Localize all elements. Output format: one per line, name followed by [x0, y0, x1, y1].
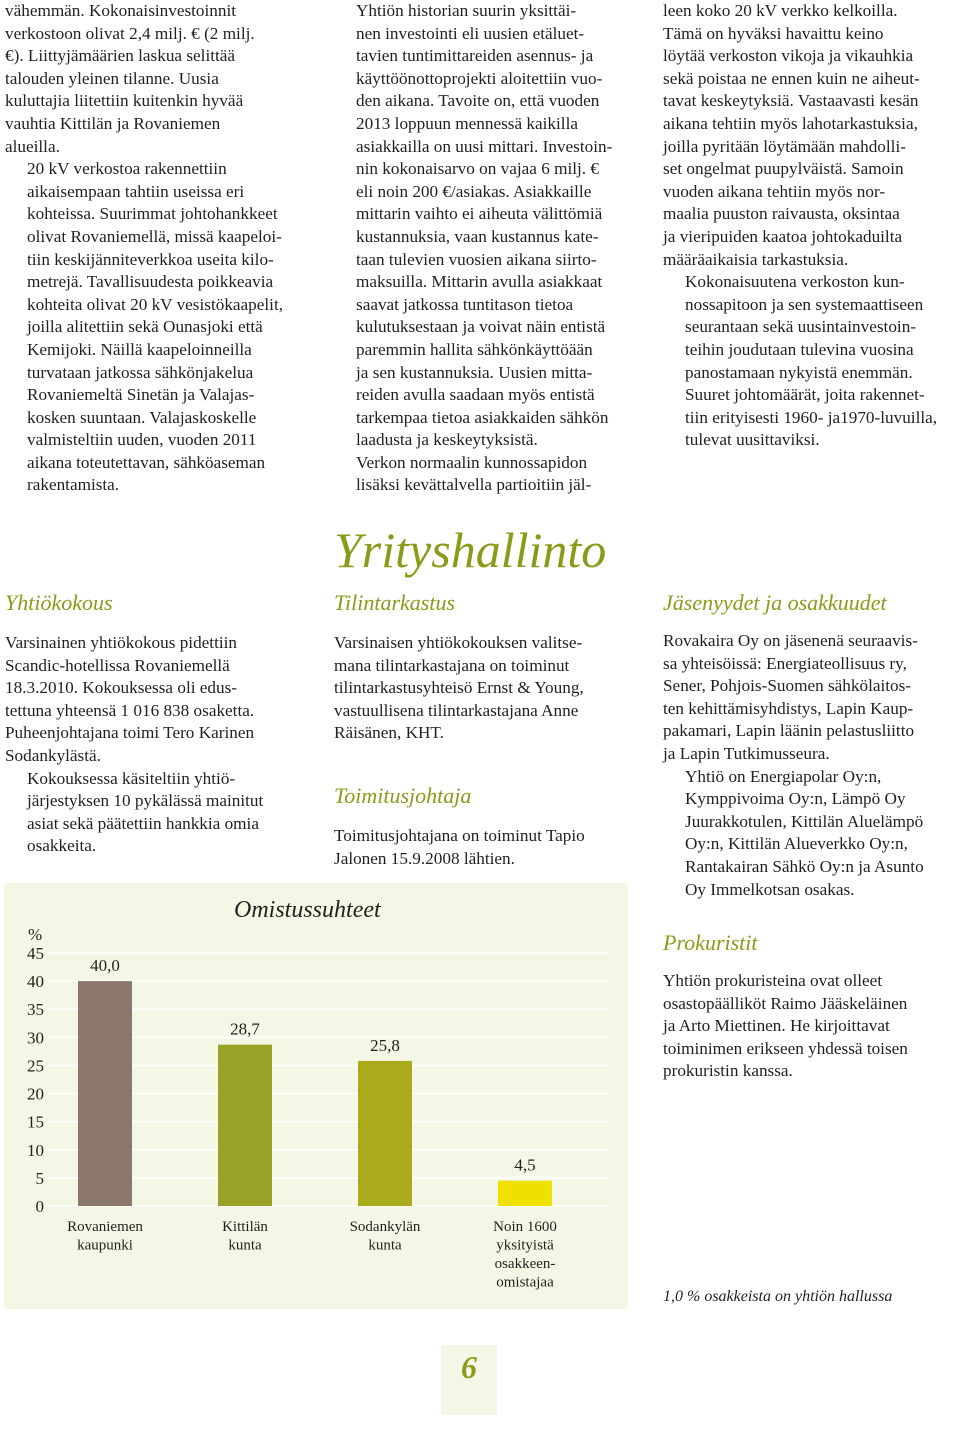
text-line: tulevat uusittaviksi.	[685, 430, 820, 450]
text-line: mittarin vaihto ei aiheuta välittömiä	[356, 204, 603, 224]
paragraph-20kv-network	[5, 158, 298, 497]
text-line: mana tilintarkastajana on toiminut	[334, 655, 570, 675]
text-line: eli noin 200 €/asiakas. Asiakkaille	[356, 181, 592, 201]
y-tick-label: 15	[27, 1112, 44, 1132]
heading-toimitusjohtaja: Toimitusjohtaja	[334, 783, 472, 808]
text-line: asiat sekä päätettiin hankkia omia	[27, 813, 259, 833]
text-line: verkostoon olivat 2,4 milj. € (2 milj.	[5, 23, 255, 43]
text-line: järjestyksen 10 pykälässä mainitut	[27, 791, 264, 811]
y-tick-label: 10	[27, 1140, 44, 1160]
category-label: Sodankylän	[349, 1219, 421, 1235]
text-line: Oy Immelkotsan osakas.	[685, 879, 855, 899]
text-line: Puheenjohtajana toimi Tero Karinen	[5, 723, 255, 743]
text-line: osakkeita.	[27, 836, 97, 856]
text-line: talouden yleinen tilanne. Uusia	[5, 68, 219, 88]
ownership-chart	[4, 883, 628, 1309]
text-line: taan tulevien vuosien aikana siirto-	[356, 249, 597, 269]
category-label: kunta	[228, 1237, 262, 1254]
paragraph-auditor	[334, 632, 628, 745]
text-line: leen koko 20 kV verkko kelkoilla.	[663, 1, 898, 20]
text-line: vuoden aikana tehtiin myös nor-	[663, 181, 886, 201]
page-number: 6	[441, 1345, 497, 1415]
text-line: Rovakaira Oy on jäsenenä seuraavis-	[663, 631, 918, 650]
text-line: nossapitoon ja sen systemaattiseen	[685, 294, 924, 314]
text-line: kosken suuntaan. Valajaskoskelle	[27, 407, 257, 427]
text-line: maksuilla. Mittarin avulla asiakkaat	[356, 272, 603, 292]
text-line: pakamari, Lapin läänin pelastusliitto	[663, 721, 915, 741]
text-line: prokuristin kanssa.	[663, 1061, 793, 1081]
heading-prokuristit: Prokuristit	[663, 930, 758, 955]
text-line: Kemijoki. Näillä kaapeloinneilla	[27, 339, 252, 359]
paragraph-meeting-agenda	[5, 768, 298, 858]
text-line: aikana tehtiin myös lahotarkastuksia,	[663, 113, 918, 133]
text-line: saavat jatkossa tuntitason tietoa	[356, 294, 574, 314]
prokuristit-body	[663, 970, 955, 1083]
text-line: joilla pyritään löytämään mahdolli-	[663, 136, 906, 156]
text-line: ten kehittämisyhdistys, Lapin Kaup-	[663, 698, 914, 718]
yhtiokokous-body	[5, 632, 298, 858]
y-tick-label: 45	[27, 944, 44, 963]
text-line: Kymppivoima Oy:n, Lämpö Oy	[685, 789, 906, 809]
text-line: €). Liittyjämäärien laskua selittää	[5, 46, 236, 66]
text-line: tiin erityisesti 1960- ja1970-luvuilla,	[685, 407, 938, 427]
text-line: ja Arto Miettinen. He kirjoittavat	[663, 1016, 890, 1036]
text-line: laadusta ja keskeytyksistä.	[356, 430, 538, 450]
text-line: Sener, Pohjois-Suomen sähkölaitos-	[663, 676, 912, 696]
text-line: nin kokonaisarvo on vajaa 6 milj. €	[356, 159, 599, 179]
category-label: osakkeen-	[494, 1256, 556, 1272]
chart-title: Omistussuhteet	[234, 897, 381, 923]
text-line: lisäksi kevättalvella partioitiin jäl-	[356, 475, 592, 495]
paragraph-meter-project	[334, 0, 628, 452]
text-line: sa yhteisöissä: Energiateollisuus ry,	[663, 653, 907, 673]
text-line: maalia puuston raivausta, oksintaa	[663, 204, 900, 224]
text-line: kulutuksestaan ja voivat näin entistä	[356, 317, 606, 337]
jasenyydet-body	[663, 630, 955, 901]
y-tick-label: 5	[35, 1168, 44, 1188]
text-line: Varsinaisen yhtiökokouksen valitse-	[334, 633, 583, 652]
y-tick-label: 25	[27, 1056, 44, 1076]
text-line: tettuna yhteensä 1 016 838 osaketta.	[5, 700, 255, 720]
paragraph-renewals	[663, 271, 955, 452]
text-line: panostamaan nykyistä enemmän.	[685, 362, 913, 382]
category-label: kunta	[368, 1237, 402, 1254]
paragraph-holdings	[663, 766, 955, 902]
text-line: Kokouksessa käsiteltiin yhtiö-	[27, 768, 236, 788]
text-line: tiin keskijänniteverkkoa useita kilo-	[27, 249, 274, 269]
text-line: asiakkailla on uusi mittari. Investoin-	[356, 136, 613, 156]
bar	[358, 1061, 412, 1206]
y-tick-label: 40	[27, 972, 44, 992]
category-label: Rovaniemen	[67, 1219, 143, 1235]
y-tick-label: 35	[27, 1000, 44, 1020]
text-line: tilintarkastusyhteisö Ernst & Young,	[334, 678, 584, 698]
y-tick-label: 20	[27, 1084, 44, 1104]
text-line: Yhtiö on Energiapolar Oy:n,	[685, 766, 882, 786]
heading-jasenyydet: Jäsenyydet ja osakkuudet	[663, 590, 887, 615]
text-line: Tämä on hyväksi havaittu keino	[663, 23, 884, 43]
text-line: Rovaniemeltä Sinetän ja Valajas-	[27, 385, 255, 405]
text-line: paremmin hallita sähkönkäyttöään	[356, 339, 593, 359]
paragraph-maintenance	[334, 452, 628, 497]
section-title: Yrityshallinto	[334, 522, 607, 578]
category-label: yksityistä	[496, 1237, 554, 1254]
text-line: Varsinainen yhtiökokous pidettiin	[5, 633, 238, 652]
text-line: tavat keskeytyksiä. Vastaavasti kesän	[663, 91, 919, 111]
text-line: den aikana. Tavoite on, että vuoden	[356, 91, 600, 111]
value-label: 4,5	[514, 1155, 536, 1175]
intro-column-3	[663, 0, 955, 452]
text-line: set ongelmat puupylväistä. Samoin	[663, 159, 904, 179]
text-line: tarkempaa tietoa asiakkaiden sähkön	[356, 407, 609, 427]
text-line: reiden avulla saadaan myös entistä	[356, 385, 595, 405]
text-line: ja sen kustannuksia. Uusien mitta-	[356, 362, 593, 382]
text-line: kustannuksia, vaan kustannus kate-	[356, 226, 599, 246]
text-line: sekä poistaa ne ennen kuin ne aiheut-	[663, 68, 920, 88]
text-line: Rantakairan Sähkö Oy:n ja Asunto	[685, 856, 924, 876]
paragraph-inspections	[663, 0, 955, 271]
text-line: Verkon normaalin kunnossapidon	[356, 452, 588, 472]
text-line: Toimitusjohtajana on toiminut Tapio	[334, 826, 585, 845]
text-line: metrejä. Tavallisuudesta poikkeavia	[27, 272, 274, 292]
text-line: nen investointi eli uusien etäluet-	[356, 23, 585, 43]
text-line: 20 kV verkostoa rakennettiin	[27, 159, 227, 179]
heading-tilintarkastus: Tilintarkastus	[334, 590, 456, 615]
category-label: Noin 1600	[493, 1219, 557, 1235]
intro-column-2	[334, 0, 628, 497]
text-line: turvataan jatkossa sähkönjakelua	[27, 362, 254, 382]
value-label: 40,0	[90, 956, 120, 976]
text-line: rakentamista.	[27, 475, 120, 495]
text-line: kuluttajia liitettiin kuitenkin hyvää	[5, 91, 244, 111]
text-line: ja vieripuiden kaatoa johtokaduilta	[663, 226, 903, 246]
text-line: Scandic-hotellissa Rovaniemellä	[5, 655, 230, 675]
text-line: Yhtiön prokuristeina ovat olleet	[663, 971, 883, 990]
category-label: Kittilän	[222, 1219, 268, 1235]
bar	[78, 981, 132, 1206]
bar	[218, 1045, 272, 1206]
text-line: aikana toteutettavan, sähköaseman	[27, 452, 266, 472]
text-line: Oy:n, Kittilän Alueverkko Oy:n,	[685, 834, 908, 854]
intro-column-1	[5, 0, 298, 497]
paragraph-procurators	[663, 970, 955, 1083]
y-tick-label: 30	[27, 1028, 44, 1048]
text-line: Jalonen 15.9.2008 lähtien.	[334, 848, 515, 868]
text-line: tavien tuntimittareiden asennus- ja	[356, 46, 594, 66]
value-label: 28,7	[230, 1019, 260, 1039]
bar	[498, 1181, 552, 1206]
text-line: Kokonaisuutena verkoston kun-	[685, 272, 905, 292]
text-line: teihin joudutaan tulevina vuosina	[685, 339, 914, 359]
text-line: Suuret johtomäärät, joita rakennet-	[685, 385, 925, 405]
category-label: omistajaa	[496, 1274, 554, 1291]
y-tick-label: 0	[35, 1197, 44, 1216]
paragraph-ceo	[334, 825, 628, 870]
text-line: Yhtiön historian suurin yksittäi-	[356, 1, 577, 20]
chart-y-axis-label: %	[28, 925, 43, 944]
text-line: seurantaan sekä uusintainvestoin-	[685, 317, 917, 337]
text-line: vauhtia Kittilän ja Rovaniemen	[5, 113, 221, 133]
heading-yhtiokokous: Yhtiökokous	[5, 590, 113, 615]
text-line: 2013 loppuun mennessä kaikilla	[356, 113, 578, 133]
value-label: 25,8	[370, 1035, 400, 1055]
category-label: kaupunki	[77, 1237, 133, 1254]
text-line: Sodankylästä.	[5, 745, 101, 765]
text-line: joilla alitettiin sekä Ounasjoki että	[27, 317, 263, 337]
text-line: 18.3.2010. Kokouksessa oli edus-	[5, 678, 238, 698]
text-line: toiminimen erikseen yhdessä toisen	[663, 1038, 908, 1058]
footnote-own-shares: 1,0 % osakkeista on yhtiön hallussa	[663, 1288, 893, 1305]
text-line: osastopäälliköt Raimo Jääskeläinen	[663, 993, 908, 1013]
text-line: Juurakkotulen, Kittilän Aluelämpö	[685, 811, 924, 831]
text-line: vastuullisena tilintarkastajana Anne	[334, 700, 579, 720]
text-line: valmisteltiin uuden, vuoden 2011	[27, 430, 257, 450]
text-line: määräaikaisia tarkastuksia.	[663, 249, 849, 269]
tilintarkastus-body	[334, 632, 628, 745]
text-line: alueilla.	[5, 136, 60, 156]
text-line: vähemmän. Kokonaisinvestoinnit	[5, 1, 237, 20]
text-line: Räisänen, KHT.	[334, 723, 444, 743]
text-line: ja Lapin Tutkimusseura.	[663, 743, 830, 763]
text-line: kohteissa. Suurimmat johtohankkeet	[27, 204, 278, 224]
text-line: löytää verkoston vikoja ja vikauhkia	[663, 46, 914, 66]
paragraph-meeting	[5, 632, 298, 768]
toimitusjohtaja-body	[334, 825, 628, 870]
paragraph-memberships	[663, 630, 955, 766]
text-line: aikaisempaan tahtiin useissa eri	[27, 181, 245, 201]
text-line: kohteita olivat 20 kV vesistökaapelit,	[27, 294, 284, 314]
text-line: olivat Rovaniemellä, missä kaapeloi-	[27, 226, 282, 246]
paragraph-investments	[5, 0, 298, 158]
text-line: käyttöönottoprojekti aloitettiin vuo-	[356, 68, 603, 88]
